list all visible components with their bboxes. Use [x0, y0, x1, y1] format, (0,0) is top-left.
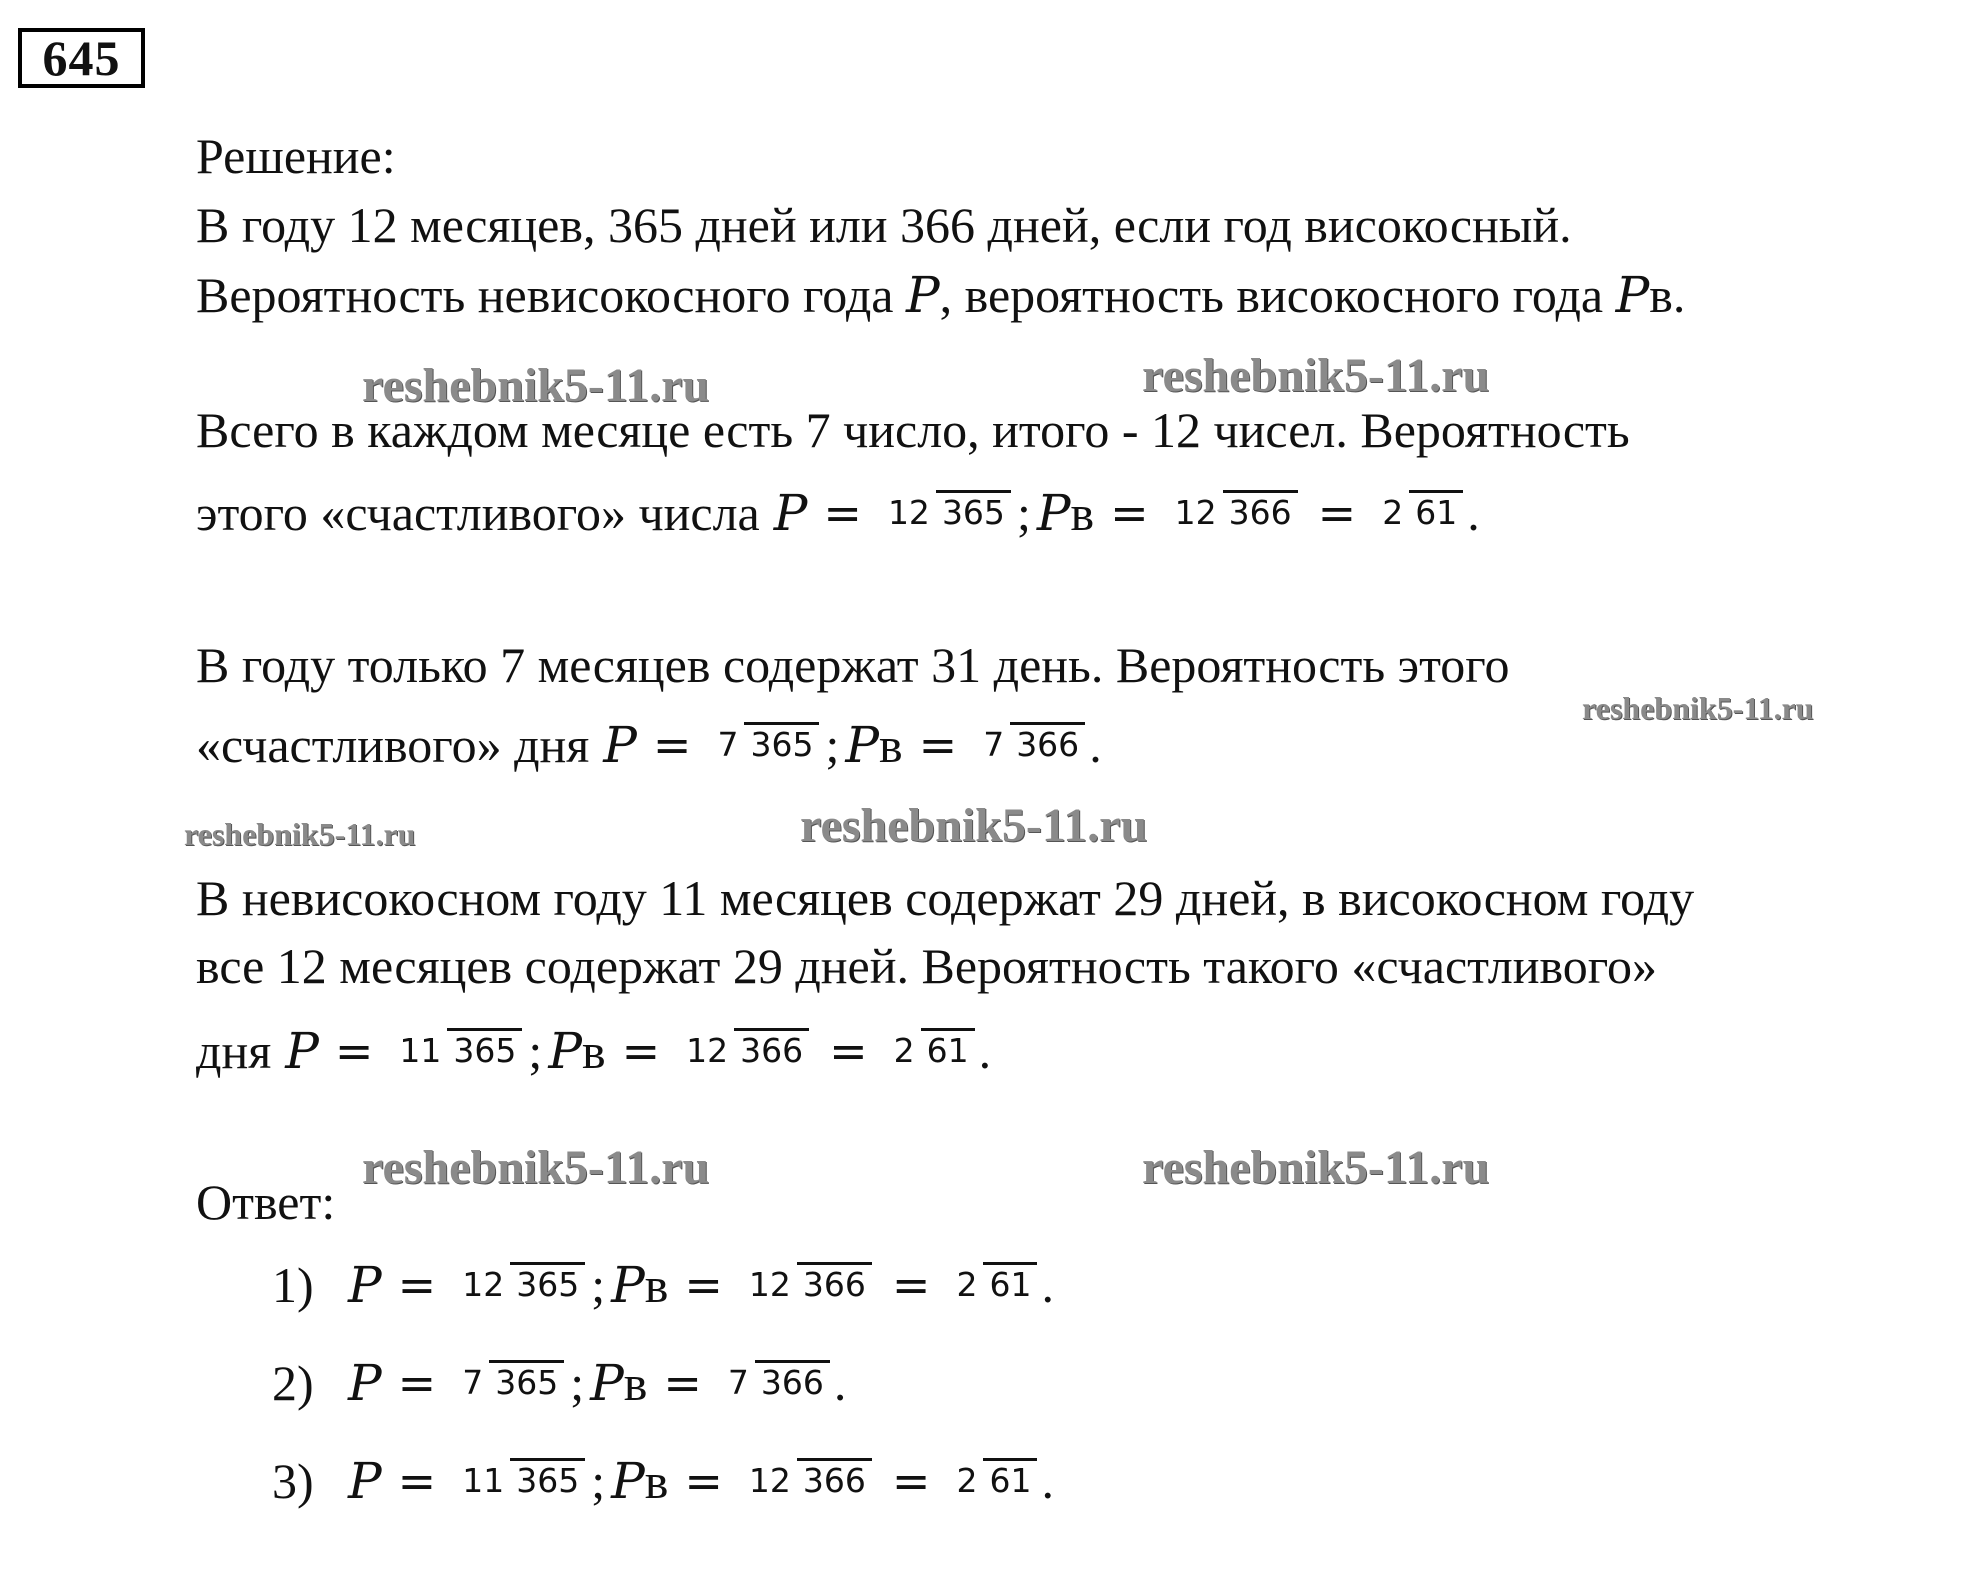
- semicolon: ;: [591, 1257, 606, 1313]
- answer-index: 2): [272, 1355, 314, 1411]
- watermark: reshebnik5-11.ru: [800, 799, 1148, 852]
- denominator: 366: [797, 1458, 872, 1500]
- fraction-2-61: [950, 1265, 1037, 1305]
- part3-text-1: В невисокосном году 11 месяцев содержат 29 дней, в високосном году: [196, 870, 1695, 926]
- answer-item-1: [272, 1240, 1054, 1330]
- numerator: 12: [462, 1265, 505, 1304]
- var-pv: P: [1615, 266, 1650, 324]
- semicolon: ;: [591, 1453, 606, 1509]
- numerator: 12: [748, 1265, 791, 1304]
- fraction-12-365: [882, 493, 1011, 533]
- watermark: reshebnik5-11.ru: [1142, 1141, 1490, 1194]
- period: .: [1041, 1257, 1054, 1313]
- solution-heading: Решение:: [196, 128, 396, 184]
- subscript-v: в: [1070, 485, 1095, 541]
- subscript-v: в: [1649, 267, 1673, 323]
- subscript-v: в: [581, 1023, 606, 1079]
- equals-sign: =: [1110, 486, 1149, 540]
- numerator: 12: [748, 1461, 791, 1500]
- fraction-2-61: [888, 1031, 975, 1071]
- semicolon: ;: [528, 1023, 543, 1079]
- var-pv: P: [1036, 484, 1071, 542]
- equals-sign: =: [684, 1258, 723, 1312]
- equals-sign: =: [891, 1454, 931, 1508]
- denominator: 366: [1010, 722, 1085, 764]
- fraction-12-366: [743, 1265, 872, 1305]
- fraction-2-61: [950, 1461, 1037, 1501]
- numerator: 7: [983, 725, 1005, 764]
- part1-formula-prefix: этого «счастливого» числа: [196, 485, 760, 541]
- intro-line-2: Вероятность невисокосного года P, вероятность високосного года Pв.: [196, 266, 1686, 324]
- var-pv: P: [611, 1256, 645, 1314]
- watermark: reshebnik5-11.ru: [362, 1141, 710, 1194]
- var-pv: P: [611, 1452, 645, 1510]
- watermark: reshebnik5-11.ru: [184, 816, 416, 852]
- subscript-v: в: [644, 1453, 669, 1509]
- subscript-v: в: [879, 717, 903, 773]
- numerator: 11: [462, 1461, 505, 1500]
- problem-number: 645: [18, 28, 145, 88]
- denominator: 365: [936, 490, 1011, 532]
- fraction-7-366: [722, 1363, 830, 1403]
- answer-index: 3): [272, 1453, 314, 1509]
- fraction-12-366: [680, 1031, 809, 1071]
- part3-formula: [196, 1006, 991, 1096]
- subscript-v: в: [623, 1355, 648, 1411]
- denominator: 366: [734, 1028, 809, 1070]
- var-pv: P: [590, 1354, 624, 1412]
- equals-sign: =: [918, 718, 958, 772]
- equals-sign: =: [397, 1356, 437, 1410]
- watermark: reshebnik5-11.ru: [1142, 349, 1490, 402]
- semicolon: ;: [570, 1355, 585, 1411]
- var-p: P: [348, 1256, 382, 1314]
- fraction-7-365: [456, 1363, 564, 1403]
- answer-index: 1): [272, 1257, 314, 1313]
- numerator: 12: [887, 493, 930, 532]
- denominator: 365: [489, 1360, 564, 1402]
- intro-line-1: В году 12 месяцев, 365 дней или 366 дней, если год високосный.: [196, 197, 1572, 253]
- semicolon: ;: [1016, 485, 1031, 541]
- var-p: P: [773, 484, 808, 542]
- period: .: [1467, 485, 1480, 541]
- var-p: P: [348, 1354, 382, 1412]
- fraction-2-61: [1376, 493, 1463, 533]
- equals-sign: =: [652, 718, 692, 772]
- denominator: 366: [1223, 490, 1298, 532]
- period: .: [978, 1023, 992, 1079]
- equals-sign: =: [891, 1258, 931, 1312]
- part1-text: Всего в каждом месяце есть 7 число, итого - 12 чисел. Вероятность: [196, 402, 1630, 458]
- fraction-12-365: [456, 1265, 585, 1305]
- answer-label: Ответ:: [196, 1174, 336, 1230]
- denominator: 61: [1409, 490, 1463, 532]
- fraction-12-366: [1169, 493, 1298, 533]
- period: .: [1041, 1453, 1054, 1509]
- equals-sign: =: [684, 1454, 723, 1508]
- numerator: 2: [893, 1031, 915, 1070]
- equals-sign: =: [823, 486, 862, 540]
- subscript-v: в: [644, 1257, 669, 1313]
- equals-sign: =: [1317, 486, 1357, 540]
- fraction-12-366: [743, 1461, 872, 1501]
- equals-sign: =: [397, 1454, 437, 1508]
- part2-formula-prefix: «счастливого» дня: [196, 717, 590, 773]
- numerator: 7: [462, 1363, 484, 1402]
- denominator: 365: [510, 1458, 585, 1500]
- numerator: 2: [956, 1265, 978, 1304]
- numerator: 7: [717, 725, 739, 764]
- numerator: 11: [399, 1031, 442, 1070]
- period: .: [833, 1355, 847, 1411]
- denominator: 365: [744, 722, 819, 764]
- semicolon: ;: [825, 717, 840, 773]
- watermark: reshebnik5-11.ru: [362, 359, 710, 412]
- equals-sign: =: [829, 1024, 868, 1078]
- period: .: [1089, 717, 1102, 773]
- part2-text: В году только 7 месяцев содержат 31 день. Вероятность этого: [196, 637, 1510, 693]
- numerator: 2: [1382, 493, 1404, 532]
- var-p: P: [905, 266, 940, 324]
- answer-item-2: [272, 1338, 846, 1428]
- var-pv: P: [845, 716, 880, 774]
- part1-formula: [196, 468, 1480, 558]
- fraction-11-365: [393, 1031, 522, 1071]
- denominator: 366: [755, 1360, 830, 1402]
- numerator: 2: [956, 1461, 978, 1500]
- part3-formula-prefix: дня: [196, 1023, 272, 1079]
- var-p: P: [603, 716, 637, 774]
- equals-sign: =: [397, 1258, 437, 1312]
- part2-formula: [196, 700, 1102, 790]
- numerator: 12: [1174, 493, 1217, 532]
- denominator: 366: [797, 1262, 872, 1304]
- denominator: 365: [447, 1028, 522, 1070]
- denominator: 61: [921, 1028, 975, 1070]
- var-p: P: [285, 1022, 319, 1080]
- watermark: reshebnik5-11.ru: [1582, 690, 1814, 726]
- numerator: 12: [686, 1031, 729, 1070]
- numerator: 7: [727, 1363, 749, 1402]
- fraction-11-365: [456, 1461, 585, 1501]
- var-p: P: [348, 1452, 382, 1510]
- fraction-7-365: [711, 725, 819, 765]
- denominator: 61: [983, 1458, 1037, 1500]
- equals-sign: =: [334, 1024, 374, 1078]
- equals-sign: =: [621, 1024, 661, 1078]
- fraction-7-366: [977, 725, 1085, 765]
- denominator: 61: [983, 1262, 1037, 1304]
- denominator: 365: [510, 1262, 585, 1304]
- equals-sign: =: [663, 1356, 702, 1410]
- part3-text-2: все 12 месяцев содержат 29 дней. Вероятность такого «счастливого»: [196, 938, 1657, 994]
- var-pv: P: [548, 1022, 582, 1080]
- answer-item-3: [272, 1436, 1054, 1526]
